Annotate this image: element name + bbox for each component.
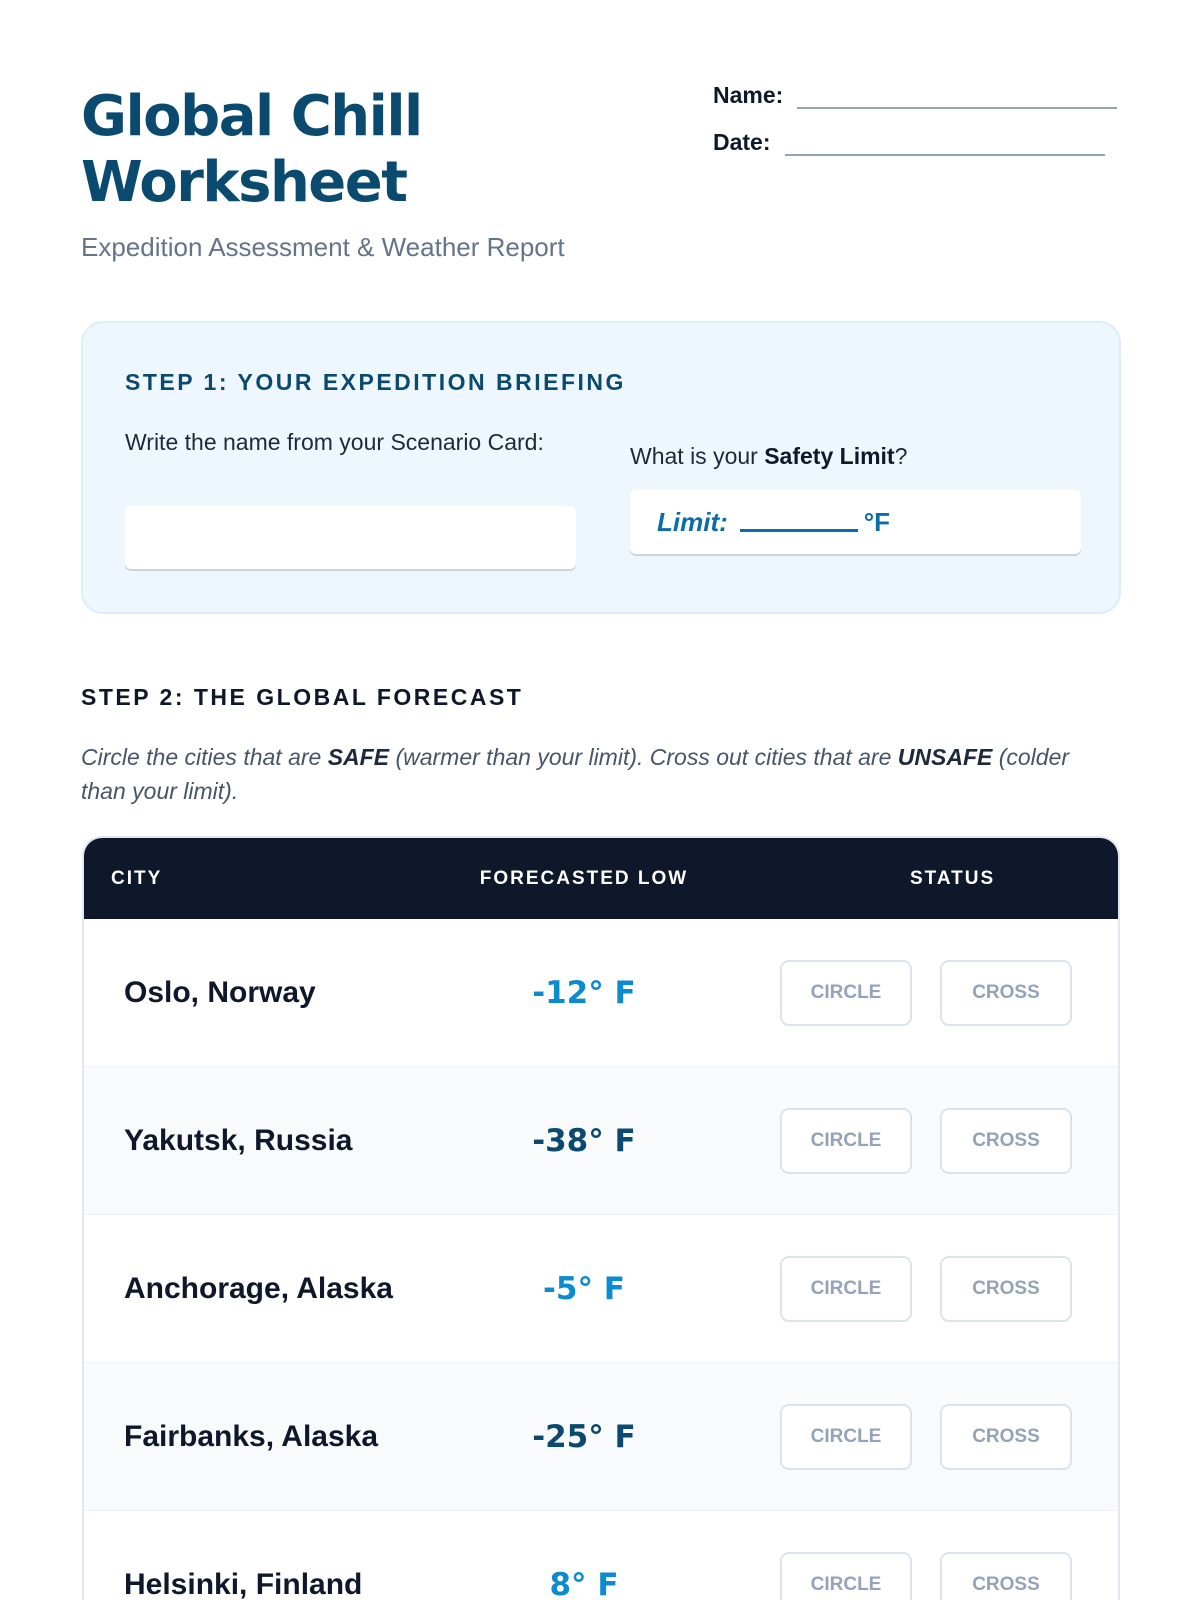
date-input-line[interactable] [785,130,1105,156]
limit-label: Limit: [657,506,728,537]
safety-limit-prompt [630,443,907,470]
table-row [84,1511,1118,1600]
city-name: Fairbanks, Alaska [124,1420,379,1453]
circle-button[interactable]: CIRCLE [780,1256,912,1322]
page-title [81,84,422,216]
instr-part-3: (colder than your limit). [81,744,1070,804]
city-name: Helsinki, Finland [124,1568,363,1600]
cross-button[interactable]: CROSS [940,1108,1072,1174]
name-field [713,82,1117,109]
limit-unit: °F [863,506,891,537]
cross-button[interactable]: CROSS [940,960,1072,1026]
forecast-low: -5° F [543,1271,625,1307]
table-row [84,1215,1118,1363]
scenario-prompt: Write the name from your Scenario Card: [125,429,544,455]
page-subtitle: Expedition Assessment & Weather Report [81,232,565,262]
instr-safe: SAFE [327,744,390,770]
circle-button[interactable]: CIRCLE [780,1404,912,1470]
step1-title: STEP 1: YOUR EXPEDITION BRIEFING [125,369,626,395]
name-input-line[interactable] [797,83,1117,109]
forecast-instructions [81,740,1091,808]
safety-limit-input[interactable] [630,490,1081,554]
cross-button[interactable]: CROSS [940,1256,1072,1322]
instr-unsafe: UNSAFE [897,744,993,770]
forecast-low: -12° F [532,975,636,1011]
date-label: Date: [713,129,771,155]
circle-button[interactable]: CIRCLE [780,960,912,1026]
circle-button[interactable]: CIRCLE [780,1552,912,1600]
city-name: Yakutsk, Russia [124,1124,353,1157]
forecast-low: 8° F [549,1567,619,1600]
table-header [84,838,1118,919]
header-city: CITY [111,868,163,889]
step2-title: STEP 2: THE GLOBAL FORECAST [81,684,524,710]
header-status: STATUS [910,868,996,889]
forecast-low: -38° F [532,1123,636,1159]
limit-blank-line[interactable] [740,512,858,532]
header-forecasted-low: FORECASTED LOW [479,868,689,889]
title-line-2: Worksheet [81,150,407,215]
expedition-briefing-card [81,321,1121,614]
safety-prompt-bold: Safety Limit [764,443,895,469]
city-name: Oslo, Norway [124,976,316,1009]
date-field [713,129,1105,156]
city-name: Anchorage, Alaska [124,1272,393,1305]
worksheet-page [81,0,1121,1600]
name-label: Name: [713,82,784,108]
title-line-1: Global Chill [81,84,422,149]
instr-part-1: Circle the cities that are [81,744,328,770]
table-row [84,919,1118,1067]
safety-prompt-prefix: What is your [630,443,765,469]
forecast-table [82,836,1120,1600]
forecast-low: -25° F [532,1419,636,1455]
cross-button[interactable]: CROSS [940,1552,1072,1600]
cross-button[interactable]: CROSS [940,1404,1072,1470]
instr-part-2: (warmer than your limit). Cross out cities that are [389,744,898,770]
safety-prompt-suffix: ? [894,443,908,469]
worksheet-header [81,0,1121,300]
table-row [84,1363,1118,1511]
table-row [84,1067,1118,1215]
circle-button[interactable]: CIRCLE [780,1108,912,1174]
scenario-name-input[interactable] [125,506,576,569]
